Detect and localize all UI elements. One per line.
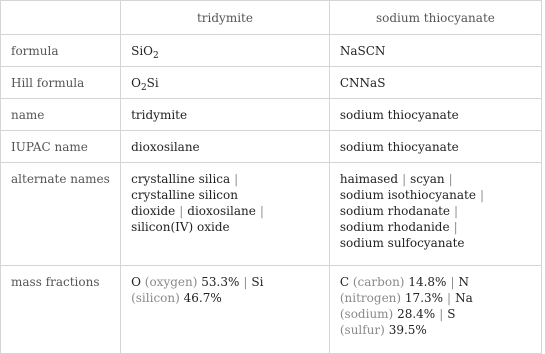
row-label-formula: formula — [1, 35, 121, 67]
table-row-iupac-name — [1, 131, 542, 163]
alternate-names-tridymite: crystalline silica | crystalline silicon dioxide | dioxosilane | silicon(IV) oxide — [121, 163, 330, 266]
hill-formula-tridymite: $O_2Si$ — [121, 67, 330, 99]
alternate-names-sodium-thiocyanate: haimased | scyan | sodium isothiocyanate | sodium rhodanate | sodium rhodanide | sodium sulfocyanate — [329, 163, 541, 266]
hill-formula-sodium-thiocyanate: CNNaS — [329, 67, 541, 99]
formula-tridymite: SiO$_2$ — [121, 35, 330, 67]
row-label-alternate-names: alternate names — [1, 163, 121, 266]
row-label-hill-formula: Hill formula — [1, 67, 121, 99]
table-row-mass-fractions — [1, 266, 542, 354]
column-header-tridymite: tridymite — [121, 1, 330, 35]
row-label-iupac-name: IUPAC name — [1, 131, 121, 163]
row-label-name: name — [1, 99, 121, 131]
table-row-formula — [1, 35, 542, 67]
table-header-row — [1, 1, 542, 35]
table-row-alternate-names — [1, 163, 542, 266]
iupac-name-tridymite: dioxosilane — [121, 131, 330, 163]
name-tridymite: tridymite — [121, 99, 330, 131]
formula-sodium-thiocyanate: NaSCN — [329, 35, 541, 67]
table-row-name — [1, 99, 542, 131]
table-row-hill-formula — [1, 67, 542, 99]
mass-fractions-sodium-thiocyanate: C (carbon) 14.8% | N (nitrogen) 17.3% | Na (sodium) 28.4% | S (sulfur) 39.5% — [329, 266, 541, 354]
column-header-sodium-thiocyanate: sodium thiocyanate — [329, 1, 541, 35]
row-label-mass-fractions: mass fractions — [1, 266, 121, 354]
mass-fractions-tridymite: O (oxygen) 53.3% | Si (silicon) 46.7% — [121, 266, 330, 354]
header-corner-cell — [1, 1, 121, 35]
iupac-name-sodium-thiocyanate: sodium thiocyanate — [329, 131, 541, 163]
name-sodium-thiocyanate: sodium thiocyanate — [329, 99, 541, 131]
